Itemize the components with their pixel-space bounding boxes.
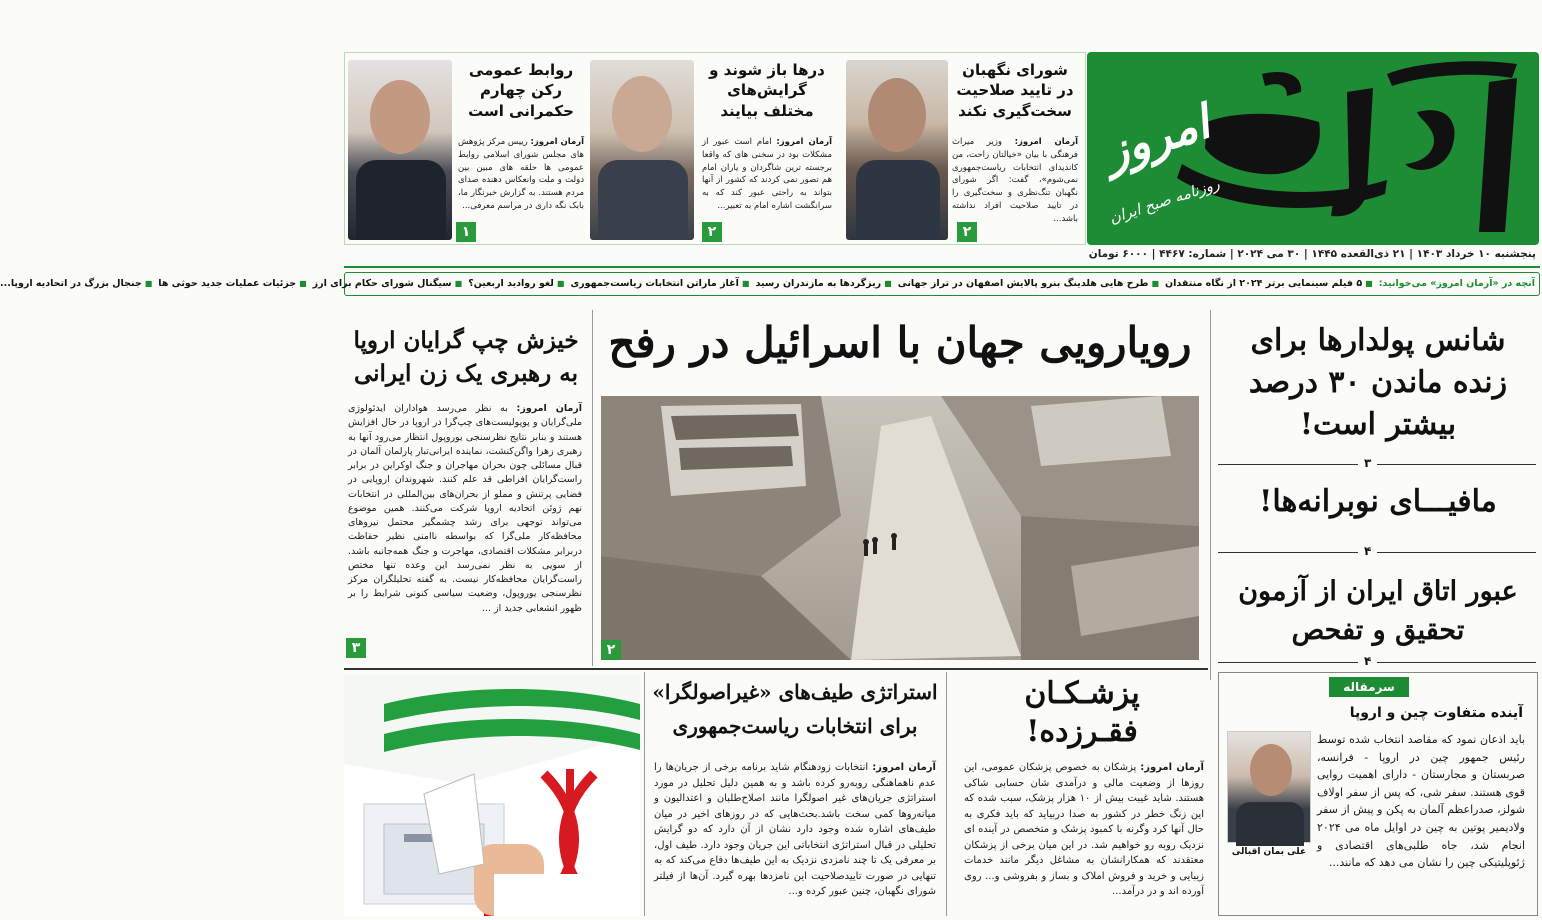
editorial-body: باید اذعان نمود که مقاصد انتخاب شده توسط رئیس جمهور چین در اروپا - فرانسه، صربستان و مجارستان - دارای اهمیت روایی قوی هستند. سفر شی، که پس از سفر اولاف شولز، صدراعظم آلمان به پکن و پیش از سفر ولادیمیر پوتین به چین در اوایل ماه می ۲۰۲۴ انجام شد، جاه طلبی‌های اقتصادی و ژئوپلیتیکی چین را نشان می دهد که مانند...	[1317, 733, 1525, 870]
column-rule	[592, 310, 593, 666]
doctors-headline-2: فقـرزده!	[1026, 714, 1138, 749]
page-ref: ۴	[1358, 544, 1377, 558]
teaser-body-text: امام است عبور از مشکلات بود در سخنی های که واقعا برجسته ترین شاگردان و یاران امام هم تصور نمی کردند که کشور از آنها بتواند به راحتی عبور کند که به سرانگشت اشاره امام به تعبیر...	[702, 137, 832, 211]
left-body-text: به نظر می‌رسد هواداران ایدئولوژی ملی‌گرایان و پوپولیست‌های چپ‌گرا در اروپا در حال افزایش هستند و بنابر نتایج نظرسنجی یوروپول انتظار می‌رود آنها به رهبری زهرا واگن‌کنشت، نماینده ایرانی‌تبار پارلمان آلمان در قبال مسائلی چون بحران مهاجران و جنگ اوکراین در برابر راست‌گرایان افراطی قد علم کنند. شهروندان اروپایی در فضایی پرتنش و مملو از بحران‌های بین‌المللی در انتخابات نهم ژوئن اتحادیه اروپا شرکت می‌کنند. همین موضوع می‌تواند توجهی برای رشد چشمگیر محتمل نیروهای محافظه‌کار ملی‌گرا که بواسطه ناامنی نظیر حفاظت دربرابر مشکلات اقتصادی، مهاجرت و جنگ همه‌جانبه باشد. از سویی به نظر نمی‌رسد این وعده تنها مختص راست‌گرایان محافظه‌کار نیست. به گفته تحلیلگران مرکز نظرسنجی یوروپول، وضعیت سیاسی کنونی شرایط را بر ظهور انشعابی جدید از ...	[348, 403, 582, 614]
headline-rich-survival[interactable]: شانس پولدارها برای زنده ماندن ۳۰ درصد بیشتر است!	[1248, 323, 1508, 442]
teaser-body-lead: آرمان امروز:	[776, 137, 832, 147]
ticker-item[interactable]: ■ لغو رواديد اربعين؟	[468, 278, 567, 289]
page-ref: ۳	[1358, 456, 1377, 470]
election-illustration[interactable]	[344, 674, 640, 916]
teaser-body	[702, 136, 832, 213]
ticker-item[interactable]: ■ آغاز ماراتن انتخابات ریاست‌جمهوری	[570, 278, 752, 289]
editorial-author: علی بمان اقبالی	[1231, 847, 1307, 857]
teaser-body-text: وزیر میراث فرهنگی با بیان «خیالتان راحت، من کاندیدای انتخابات ریاست‌جمهوری نمی‌شوم»، گفت: اگر شورای نگهبان تنگ‌نظری و سخت‌گیری را در تایید صلاحیت افراد نداشته باشد...	[952, 137, 1078, 224]
editorial-author-photo	[1227, 731, 1311, 843]
teaser-photo	[348, 60, 452, 240]
teaser-photo	[846, 60, 948, 240]
page-ref: ۴	[1358, 654, 1377, 668]
page-number-badge: ۲	[957, 222, 977, 242]
left-story[interactable]	[344, 318, 586, 664]
column-rule	[644, 672, 645, 916]
right-column	[1218, 310, 1536, 680]
masthead-subname: امروز	[1097, 94, 1216, 180]
main-headline[interactable]: رویارویی جهان با اسرائیل در رفح	[608, 318, 1192, 367]
ticker-item[interactable]: ■ سيگنال شوراى حكام براى ارز	[313, 278, 466, 289]
strategy-headline-1: استراتژی طیف‌های «غیراصولگرا»	[652, 680, 938, 704]
left-body-lead: آرمان امروز:	[516, 403, 582, 414]
teaser-guardian-council[interactable]	[842, 56, 1084, 242]
teaser-public-relations[interactable]	[344, 56, 588, 242]
teaser-title: درها باز شوند و گرایش‌های مختلف بیایند	[709, 61, 825, 120]
teaser-title: شورای نگهبان در تایید صلاحیت سخت‌گیری نکند	[956, 61, 1074, 120]
ticker-item[interactable]: ■ جنجال بزرگ در اتحاديه اروپا...	[0, 278, 155, 289]
teaser-body	[952, 136, 1078, 225]
strategy-body	[654, 760, 936, 900]
left-headline: خیزش چپ گرایان اروپا به رهبری یک زن ایرانی	[353, 327, 579, 388]
rubble-image	[601, 396, 1199, 660]
strategy-headline-2: برای انتخابات ریاست‌جمهوری	[672, 714, 918, 738]
teaser-doors-open[interactable]	[590, 56, 838, 242]
section-rule	[344, 668, 1208, 670]
strategy-body-text: انتخابات زودهنگام شاید برنامه برخی از جریان‌ها را عدم ناهماهنگی روبه‌رو کرده باشد و به همین دلیل تحلیل در مورد استراتژی جریان‌های غیر اصولگرا مانند اصلاح‌طلبان و اعتدالیون و میانه‌روها کمی سخت باشد.بحث‌هایی که در روزهای اخیر در میان طیف‌های اشاره شده وجود دارد نشان از آن دارد که دو گرایش تحلیلی در قبال استراتژی انتخاباتی این جریان وجود دارد. طیف اول، بر معرفی یک تا چند نامزدی نزدیک به این طیف‌ها دفاع می‌کند که به تنهایی در صورت تاییدصلاحیت این نامزدها بهره گیرد. آن‌ها از فیلتر شورای نگهبان، چنین عبور کرده و...	[654, 762, 936, 897]
teaser-body	[458, 136, 584, 213]
doctors-body-lead: آرمان امروز:	[1140, 762, 1204, 773]
masthead	[1087, 52, 1539, 245]
teaser-body-lead: آرمان امروز:	[530, 137, 585, 147]
flag-ballot-image	[344, 674, 640, 916]
ticker-item[interactable]: ■ ۵ فیلم سینمایی برتر ۲۰۲۴ از نگاه منتقدان	[1165, 278, 1376, 289]
doctors-headline-1: پزشـکـان	[1024, 676, 1140, 711]
page-number-badge: ۱	[456, 222, 476, 242]
ticker-item[interactable]: ■ جزئيات عمليات جديد حوثى ها	[158, 278, 309, 289]
column-rule	[1210, 310, 1211, 680]
teaser-title: روابط عمومی رکن چهارم حکمرانی است	[468, 61, 574, 120]
strategy-story[interactable]	[648, 672, 942, 916]
column-rule	[946, 672, 947, 916]
strategy-body-lead: آرمان امروز:	[872, 762, 936, 773]
dateline: پنجشنبه ۱۰ خرداد ۱۴۰۳ | ۲۱ ذی‌القعده ۱۴۴۵ | ۳۰ می ۲۰۲۴ | شماره: ۴۴۶۷ | ۶۰۰۰ تومان	[1088, 248, 1536, 260]
editorial-box[interactable]	[1218, 672, 1538, 916]
editorial-title: آینده متفاوت چین و اروپا	[1349, 705, 1523, 721]
ticker-item[interactable]: ■ طرح هایی هلدینگ بنرو پالایش اصفهان در تراز جهانی	[898, 278, 1162, 289]
doctors-body	[964, 760, 1204, 900]
ticker-item[interactable]: ■ ریزگردها به مازندران رسید	[755, 278, 894, 289]
masthead-tagline: روزنامه صبح ایران	[1107, 174, 1222, 228]
teaser-body-lead: آرمان امروز:	[1014, 137, 1079, 147]
left-body	[348, 402, 582, 616]
page-number-badge: ۲	[601, 640, 621, 660]
teaser-photo	[590, 60, 694, 240]
headline-mafia[interactable]: مافیـــای نوبرانه‌ها!	[1259, 484, 1497, 519]
editorial-label: سرمقاله	[1329, 677, 1409, 697]
headline-iran-chamber[interactable]: عبور اتاق ایران از آزمون تحقیق و تفحص	[1238, 576, 1518, 647]
main-photo[interactable]	[601, 396, 1199, 660]
page-number-badge: ۳	[346, 638, 366, 658]
ticker-bar	[0, 272, 1540, 296]
teaser-body-text: رییس مرکز پژوهش های مجلس شورای اسلامی روابط عمومی ها حلقه های مبین بین دولت و ملت وانعکاس دهنده صدای مردم هستند. به گزارش خبرنگار ما، بابک نگه داری در مراسم معرفی...	[458, 137, 584, 211]
doctors-body-text: پزشکان به خصوص پزشکان عمومی، این روزها از وضعیت مالی و درآمدی شان حسابی شاکی هستند. شاید غیبت بیش از ۱۰ هزار پزشک، سبب شده که این زنگ خطر در کشور به صدا دربیاید که باید فکری به حال آنها کرد وگرنه با کمبود پزشک و متخصص در آینده ای نزدیک روبه رو خواهیم شد. در این میان برخی از پزشکان معتقدند که همکارانشان به مشاغل دیگر مانند خدمات زیبایی و خرید و فروش املاک و بساز و بفروشی و... روی آورده اند و در درآمد...	[964, 762, 1205, 897]
page-number-badge: ۲	[702, 222, 722, 242]
ticker-label: آنچه در «آرمان امروز» می‌خوانید:	[1378, 278, 1535, 289]
dateline-rule	[344, 266, 1540, 268]
doctors-story[interactable]	[954, 672, 1210, 916]
